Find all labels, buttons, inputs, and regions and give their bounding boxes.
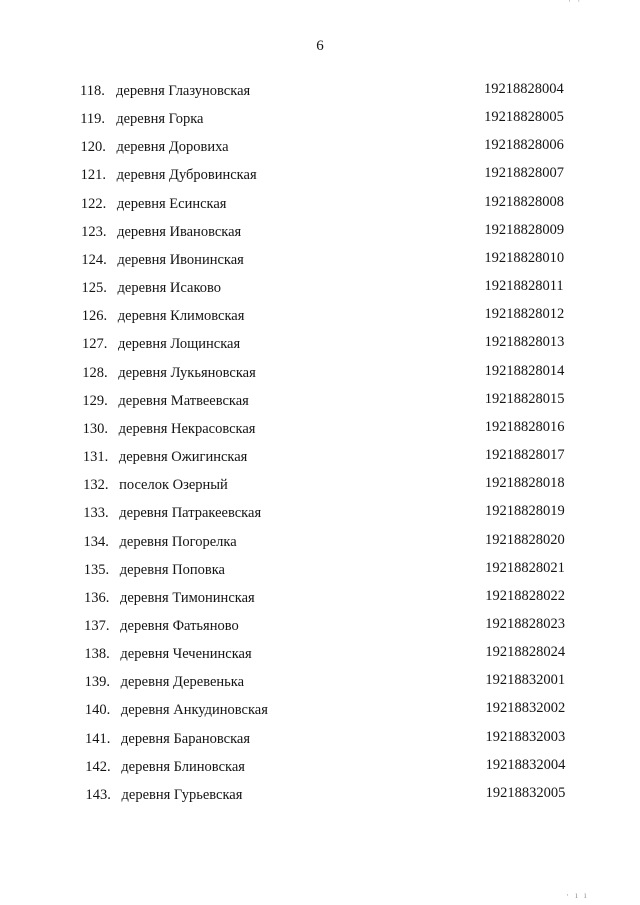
list-item xyxy=(0,449,640,477)
page-number: 6 xyxy=(316,38,324,54)
item-number: 124. xyxy=(81,251,107,268)
list-item xyxy=(0,615,640,646)
item-number: 123. xyxy=(81,223,107,240)
item-number: 120. xyxy=(80,139,106,156)
item-number: 136. xyxy=(83,589,110,606)
oktmo-code: 19218828020 xyxy=(485,531,565,548)
oktmo-code: 19218828015 xyxy=(484,390,565,407)
settlement-name: деревня Гурьевская xyxy=(121,786,243,803)
settlement-name: деревня Климовская xyxy=(117,308,245,325)
scan-artifact-top: · · xyxy=(568,0,583,6)
oktmo-code: 19218828011 xyxy=(484,278,564,295)
list-item xyxy=(0,505,640,533)
settlement-name: деревня Ожигинская xyxy=(118,449,248,466)
list-item xyxy=(0,587,640,618)
list-item xyxy=(0,390,640,421)
oktmo-code: 19218828019 xyxy=(484,503,565,520)
item-number: 130. xyxy=(82,420,108,437)
settlement-list xyxy=(0,83,640,815)
settlement-name: деревня Лукьяновская xyxy=(118,364,256,381)
oktmo-code: 19218828004 xyxy=(484,81,564,97)
list-item xyxy=(0,167,640,195)
scan-artifact-bottom: · ı ı xyxy=(566,890,589,900)
settlement-name: деревня Барановская xyxy=(121,730,251,747)
oktmo-code: 19218828009 xyxy=(484,221,565,238)
oktmo-code: 19218832002 xyxy=(485,700,566,717)
item-number: 142. xyxy=(85,758,111,775)
item-number: 128. xyxy=(82,364,108,381)
settlement-name: деревня Поповка xyxy=(119,561,225,578)
settlement-name: поселок Озерный xyxy=(119,477,228,494)
oktmo-code: 19218832001 xyxy=(485,672,566,689)
oktmo-code: 19218828006 xyxy=(484,137,564,154)
settlement-name: деревня Деревенька xyxy=(120,674,245,691)
settlement-name: деревня Есинская xyxy=(116,195,227,212)
settlement-name: деревня Фатьяново xyxy=(120,617,239,634)
oktmo-code: 19218828016 xyxy=(484,418,565,435)
list-item xyxy=(0,83,640,111)
settlement-name: деревня Глазуновская xyxy=(116,83,251,99)
list-item xyxy=(0,418,640,449)
list-item xyxy=(0,559,640,590)
settlement-name: деревня Анкудиновская xyxy=(120,702,268,719)
item-number: 126. xyxy=(81,308,108,325)
settlement-name: деревня Ивановская xyxy=(117,223,242,240)
oktmo-code: 19218828007 xyxy=(484,165,564,182)
oktmo-code: 19218828013 xyxy=(484,334,565,351)
list-item xyxy=(0,646,640,674)
list-item xyxy=(0,702,640,730)
item-number: 135. xyxy=(83,561,110,578)
settlement-name: деревня Патракеевская xyxy=(119,505,262,522)
item-number: 131. xyxy=(82,449,109,466)
oktmo-code: 19218828010 xyxy=(484,249,565,266)
item-number: 132. xyxy=(83,477,109,494)
list-item xyxy=(0,784,640,815)
item-number: 119. xyxy=(80,111,106,128)
oktmo-code: 19218832004 xyxy=(485,756,566,773)
item-number: 133. xyxy=(83,505,109,522)
item-number: 134. xyxy=(83,533,109,550)
settlement-name: деревня Лощинская xyxy=(117,336,241,353)
oktmo-code: 19218828024 xyxy=(485,644,566,661)
item-number: 138. xyxy=(84,646,110,663)
list-item xyxy=(0,362,640,393)
settlement-name: деревня Дубровинская xyxy=(116,167,257,184)
list-item xyxy=(0,249,640,280)
oktmo-code: 19218828022 xyxy=(485,587,565,604)
settlement-name: деревня Доровиха xyxy=(116,139,229,156)
list-item xyxy=(0,728,640,759)
list-item xyxy=(0,280,640,308)
oktmo-code: 19218828014 xyxy=(484,362,565,379)
list-item xyxy=(0,193,640,224)
list-item xyxy=(0,477,640,505)
item-number: 121. xyxy=(80,167,107,184)
list-item xyxy=(0,139,640,167)
list-item xyxy=(0,336,640,364)
item-number: 137. xyxy=(84,617,110,634)
oktmo-code: 19218832005 xyxy=(485,784,566,801)
item-number: 127. xyxy=(81,336,108,353)
oktmo-code: 19218828023 xyxy=(485,615,565,632)
settlement-name: деревня Матвеевская xyxy=(118,392,249,409)
item-number: 141. xyxy=(85,730,111,747)
item-number: 125. xyxy=(81,280,107,297)
settlement-name: деревня Блиновская xyxy=(121,758,245,775)
settlement-name: деревня Тимонинская xyxy=(119,589,255,606)
oktmo-code: 19218832003 xyxy=(485,728,566,745)
oktmo-code: 19218828008 xyxy=(484,193,564,210)
list-item xyxy=(0,531,640,562)
list-item xyxy=(0,674,640,702)
item-number: 129. xyxy=(82,392,108,409)
oktmo-code: 19218828021 xyxy=(485,559,565,576)
item-number: 140. xyxy=(84,702,111,719)
settlement-name: деревня Горка xyxy=(116,111,204,128)
oktmo-code: 19218828018 xyxy=(484,475,565,492)
item-number: 139. xyxy=(84,674,110,691)
settlement-name: деревня Ивонинская xyxy=(117,251,244,268)
settlement-name: деревня Некрасовская xyxy=(118,420,256,437)
settlement-name: деревня Исаково xyxy=(117,280,222,297)
settlement-name: деревня Погорелка xyxy=(119,533,237,550)
list-item xyxy=(0,111,640,139)
list-item xyxy=(0,308,640,336)
oktmo-code: 19218828005 xyxy=(484,109,564,126)
oktmo-code: 19218828012 xyxy=(484,306,565,323)
oktmo-code: 19218828017 xyxy=(484,447,565,464)
list-item xyxy=(0,221,640,252)
item-number: 118. xyxy=(80,83,105,99)
list-item xyxy=(0,756,640,787)
item-number: 122. xyxy=(80,195,107,212)
item-number: 143. xyxy=(85,786,111,803)
settlement-name: деревня Чеченинская xyxy=(120,646,252,663)
